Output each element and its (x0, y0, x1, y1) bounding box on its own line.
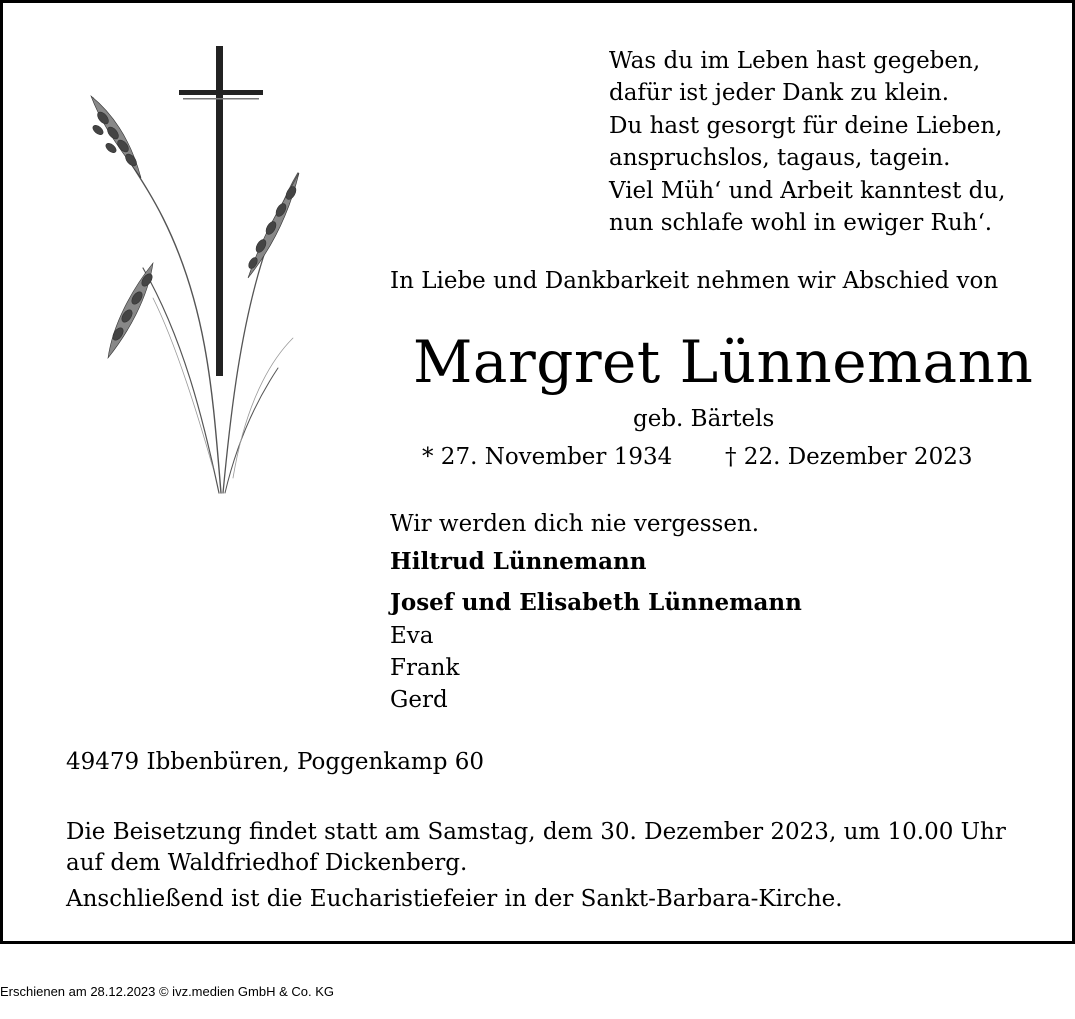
maiden-name: geb. Bärtels (633, 406, 775, 432)
funeral-line: auf dem Waldfriedhof Dickenberg. (66, 850, 468, 876)
poem-line: Viel Müh‘ und Arbeit kanntest du, (609, 177, 1006, 204)
farewell-intro: In Liebe und Dankbarkeit nehmen wir Abschied von (390, 268, 999, 294)
address: 49479 Ibbenbüren, Poggenkamp 60 (66, 749, 485, 775)
mourner-other: Gerd (390, 687, 448, 713)
poem-line: nun schlafe wohl in ewiger Ruh‘. (609, 210, 993, 237)
publication-footer: Erschienen am 28.12.2023 © ivz.medien GmbH & Co. KG (0, 984, 335, 999)
mourners (390, 511, 802, 719)
mourner-primary: Hiltrud Lünnemann (390, 548, 647, 575)
funeral-line: Die Beisetzung findet statt am Samstag, dem 30. Dezember 2023, um 10.00 Uhr (66, 819, 1006, 845)
mass-info: Anschließend ist die Eucharistiefeier in der Sankt-Barbara-Kirche. (66, 886, 843, 912)
poem-line: Was du im Leben hast gegeben, (609, 48, 981, 74)
funeral-info (66, 817, 1006, 879)
mourner-other: Eva (390, 623, 434, 649)
deceased-name: Margret Lünnemann (413, 328, 1034, 396)
death-date: † 22. Dezember 2023 (725, 444, 973, 470)
poem-line: Du hast gesorgt für deine Lieben, (609, 112, 1003, 139)
birth-date: * 27. November 1934 (422, 444, 673, 470)
mourner-other: Frank (390, 655, 460, 681)
poem-line: anspruchslos, tagaus, tagein. (609, 145, 951, 172)
mourner-primary: Josef und Elisabeth Lünnemann (390, 589, 802, 616)
poem (609, 45, 1005, 239)
mourners-line: Wir werden dich nie vergessen. (390, 511, 760, 537)
poem-line: dafür ist jeder Dank zu klein. (609, 80, 950, 107)
cross-with-wheat-icon (63, 38, 323, 503)
